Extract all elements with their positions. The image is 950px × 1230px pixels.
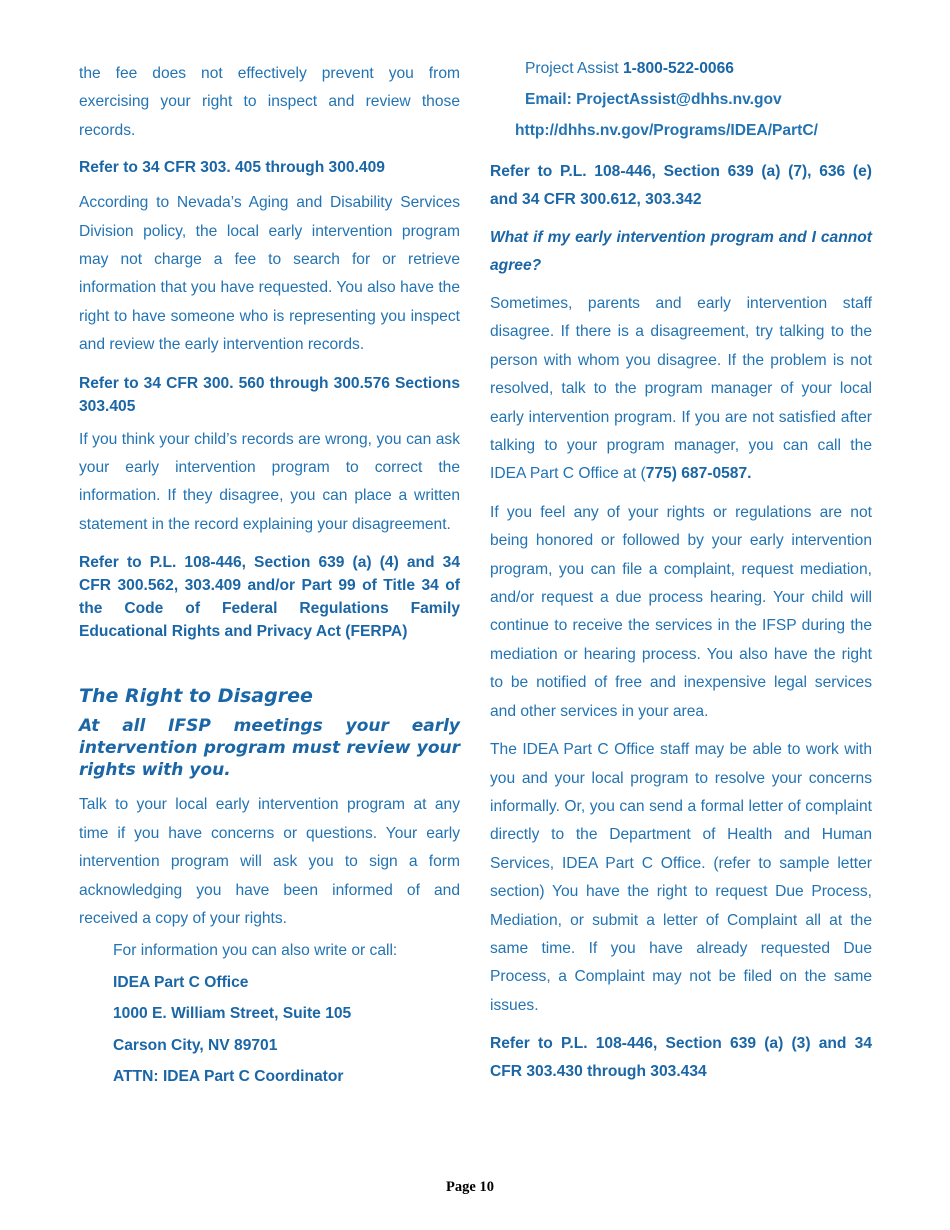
contact-intro: For information you can also write or call: [113,942,398,960]
paragraph-disagreement-text: Sometimes, parents and early intervention staff disagree. If there is a disagreement, try talking to the person with whom you disagree. If the problem is not resolved, talk to the program manager of your local early intervention program. If you are not satisfied after talking to your program manager, you can call the IDEA Part C Office at ( [490,295,872,483]
paragraph-file-complaint: If you feel any of your rights or regulations are not being honored or followed by your early intervention program, you can file a complaint, request mediation, and/or request a due process hearing. Your child will continue to receive the services in the IFSP during the mediation or hearing process. You also have the right to be notified of free and inexpensive legal services and other services in your area. [490,503,872,720]
reference-ferpa: Refer to P.L. 108-446, Section 639 (a) (4) and 34 CFR 300.562, 303.409 and/or Part 99 of Title 34 of the Code of Federal Regulations Family Educational Rights and Privacy Act (FERPA) [79,554,460,641]
page-number: Page 10 [446,1179,494,1195]
section-subtitle: At all IFSP meetings your early intervention program must review your rights with you. [79,716,460,781]
contact-city: Carson City, NV 89701 [113,1036,278,1054]
project-assist-label: Project Assist [525,60,623,77]
contact-block [113,942,460,1100]
paragraph-records-wrong: If you think your child’s records are wrong, you can ask your early intervention program to correct the information. If they disagree, you can place a written statement in the record explaining your disagreement. [79,430,460,533]
reference-section-639-a3: Refer to P.L. 108-446, Section 639 (a) (3) and 34 CFR 303.430 through 303.434 [490,1035,872,1081]
reference-section-639-a7: Refer to P.L. 108-446, Section 639 (a) (7), 636 (e) and 34 CFR 300.612, 303.342 [490,163,872,208]
paragraph-idea-office: The IDEA Part C Office staff may be able to work with you and your local program to resolve your concerns informally. Or, you can send a formal letter of complaint directly to the Department of Health and Human Services, IDEA Part C Office. (refer to sample letter section) You have the right to request Due Process, Mediation, or submit a letter of Complaint all at the same time. If you have already requested Due Process, a Complaint may not be filed on the same issues. [490,741,872,1014]
project-assist-phone[interactable]: 1-800-522-0066 [622,60,734,77]
email-link[interactable]: ProjectAssist@dhhs.nv.gov [576,91,782,108]
question-heading: What if my early intervention program and I cannot agree? [490,229,872,274]
email-label: Email: [525,91,577,108]
contact-street: 1000 E. William Street, Suite 105 [113,1005,352,1023]
project-assist-line [490,60,872,91]
paragraph-fee: the fee does not effectively prevent you from exercising your right to inspect and review those records. [79,65,460,139]
website-link[interactable]: http://dhhs.nv.gov/Programs/IDEA/PartC/ [515,122,818,139]
paragraph-fee-policy: According to Nevada’s Aging and Disability Services Division policy, the local early intervention program may not charge a fee to search for or retrieve information that you have requested. You also have the right to have someone who is representing you inspect and review the early intervention records. [79,194,460,354]
reference-cfr-303-405: Refer to 34 CFR 303. 405 through 300.409 [79,159,385,177]
contact-attn: ATTN: IDEA Part C Coordinator [113,1068,344,1086]
office-phone[interactable]: 775) 687-0587. [645,465,752,483]
paragraph-disagreement [490,290,872,489]
left-column [79,60,460,1100]
contact-office: IDEA Part C Office [113,973,249,991]
right-column [490,60,872,1086]
paragraph-talk-to-program: Talk to your local early intervention program at any time if you have concerns or questions. Your early intervention program will ask you to sign a form acknowledging you have been informed of and received a copy of your rights. [79,796,460,927]
section-title: The Right to Disagree [79,685,313,708]
reference-cfr-300-560: Refer to 34 CFR 300. 560 through 300.576 Sections 303.405 [79,374,460,415]
email-line [490,91,872,122]
